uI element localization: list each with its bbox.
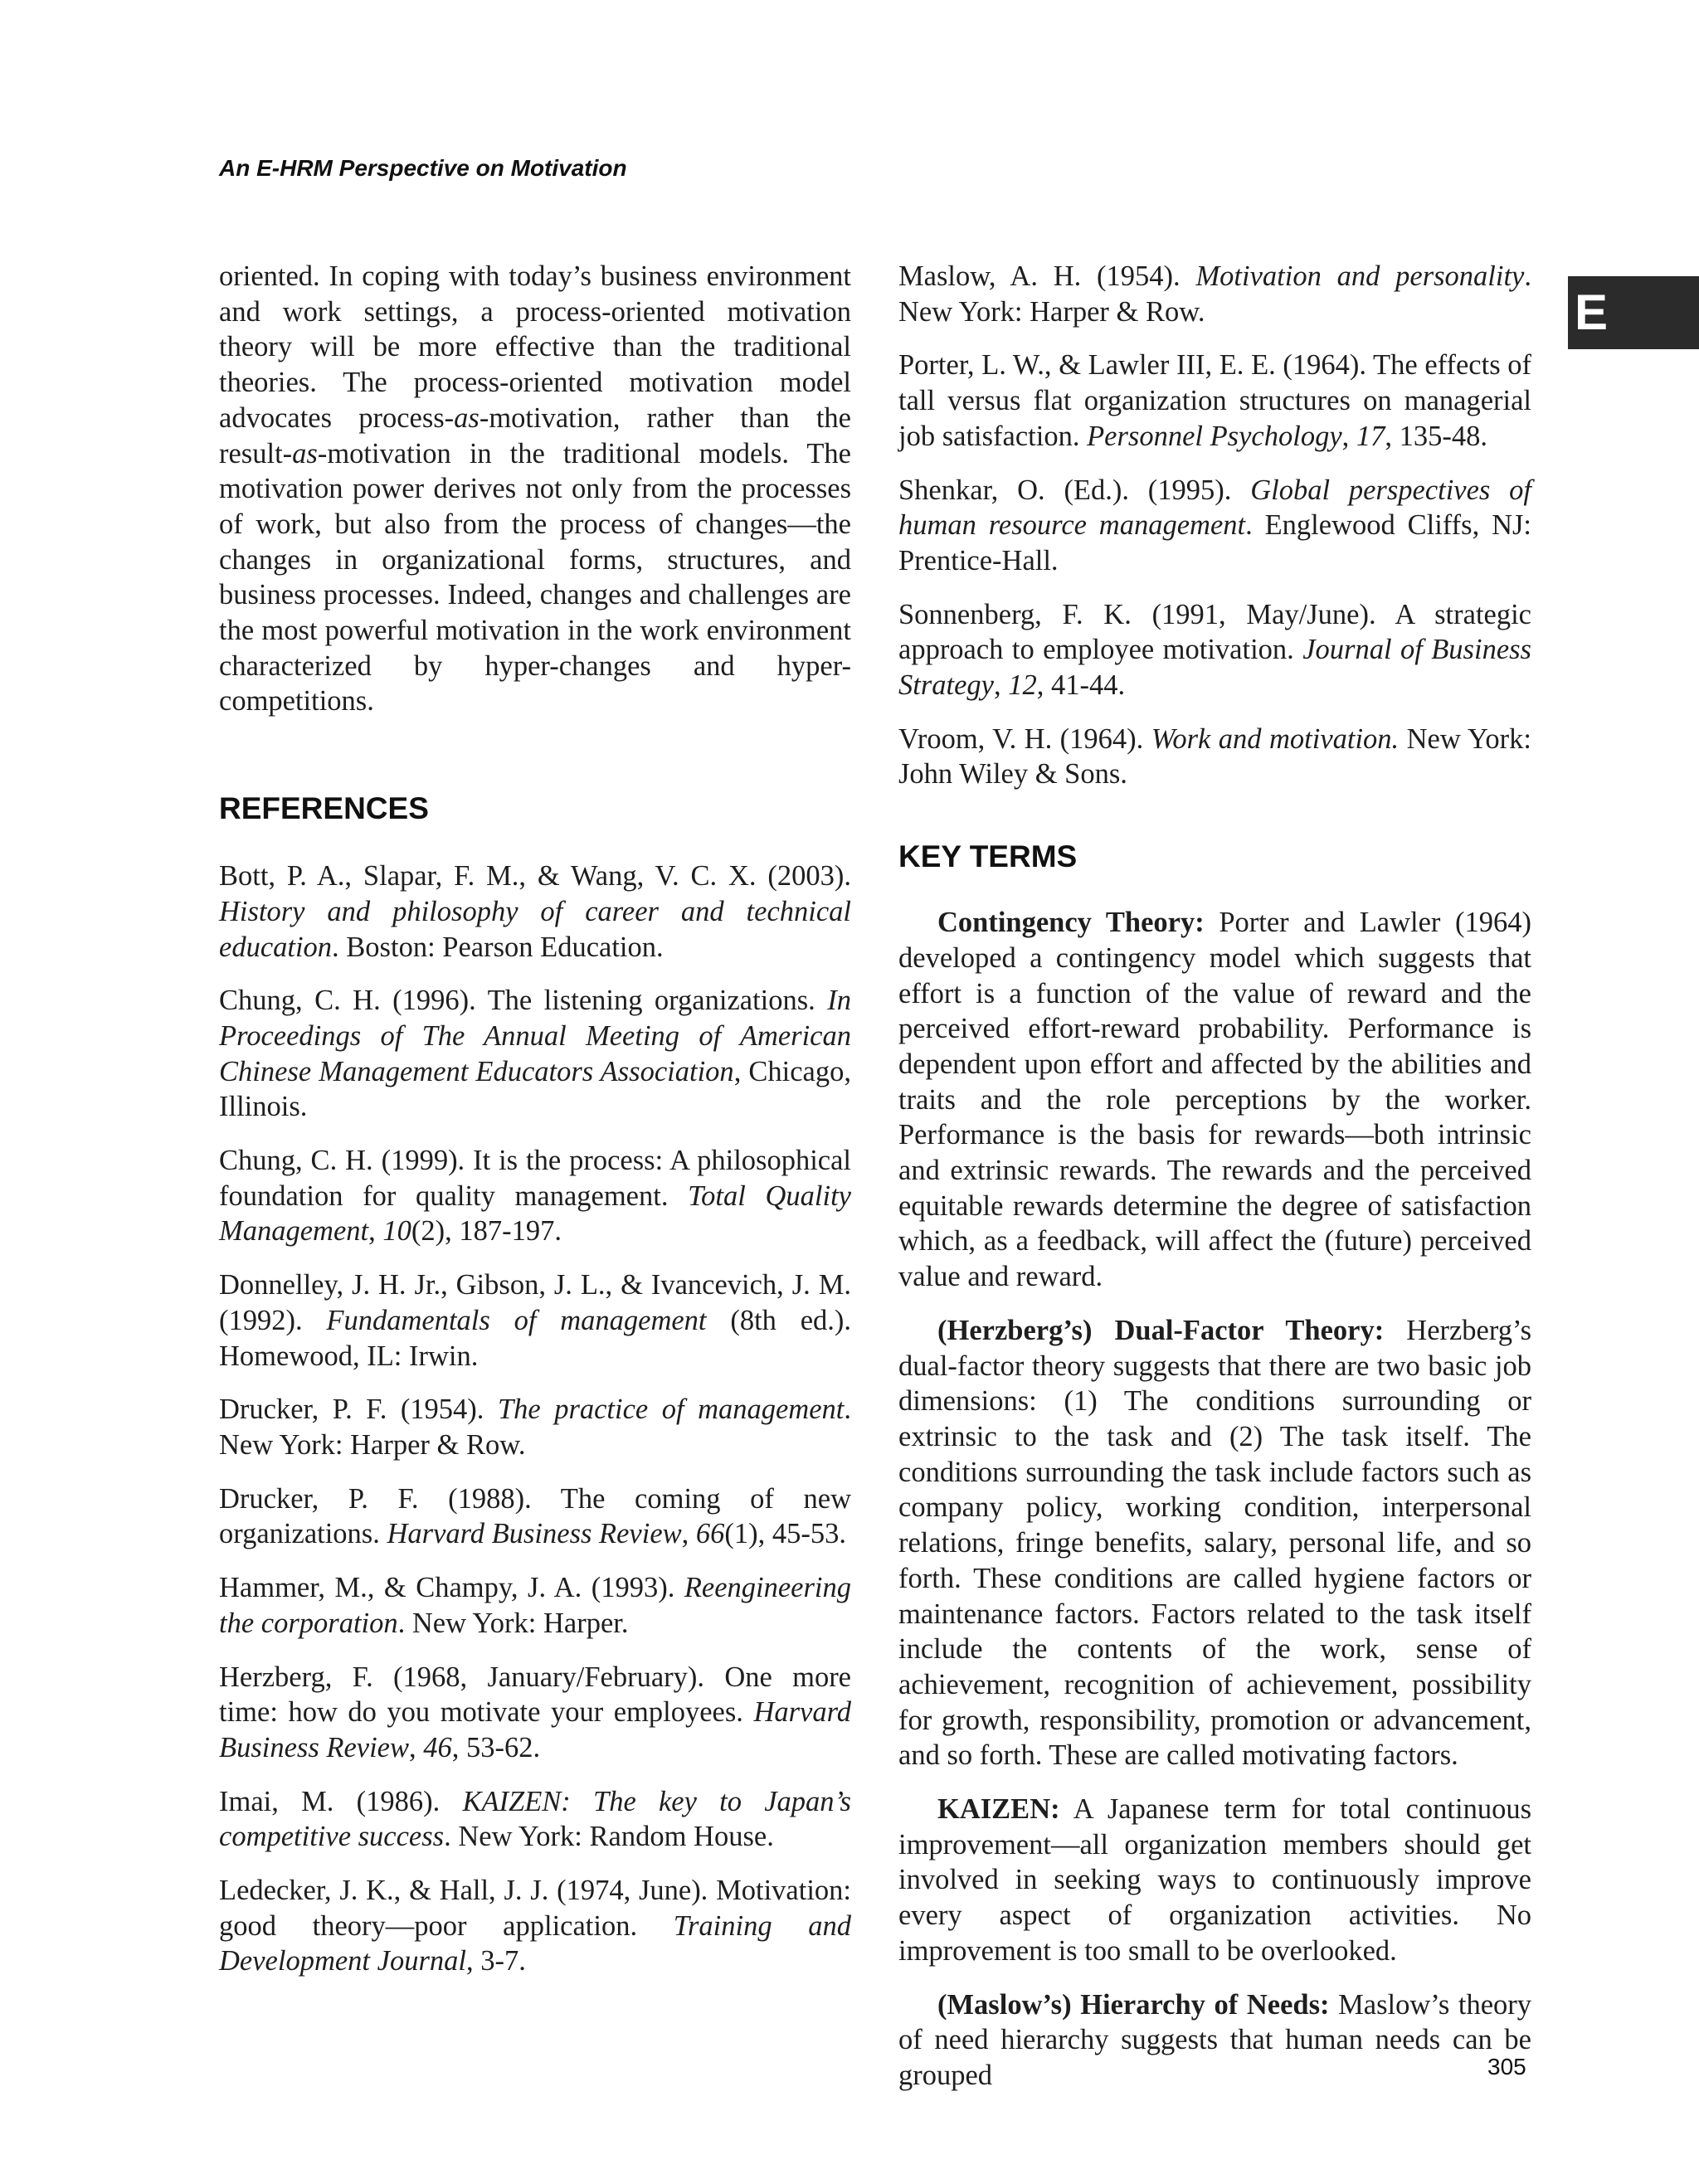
text-run: . Englewood Cliffs, NJ: Prentice-Hall. [898, 509, 1531, 576]
italic-text: as [454, 401, 480, 434]
text-run: , 135-48. [1385, 420, 1488, 452]
text-run: , 3-7. [465, 1945, 526, 1977]
text-run: Imai, M. (1986). [219, 1785, 463, 1817]
text-run: -motivation, rather than the result- [219, 401, 851, 469]
text-run: , 53-62. [451, 1731, 541, 1763]
key-term-entry [898, 905, 1531, 1295]
key-term-entry [898, 1987, 1531, 2094]
italic-text: Motivation and personality [1195, 260, 1525, 292]
key-term-title: (Herzberg’s) Dual-Factor Theory: [937, 1314, 1385, 1346]
italic-text: 10 [382, 1215, 411, 1248]
section-tab [1568, 276, 1699, 349]
reference-entry [898, 348, 1531, 454]
text-run: . Boston: Pearson Education. [332, 931, 664, 963]
italic-text: 17 [1356, 420, 1385, 452]
key-term-title: (Maslow’s) Hierarchy of Needs: [937, 1988, 1330, 2021]
text-run: Sonnenberg, F. K. (1991, May/June). A strategic approach to employee motivation. [898, 598, 1531, 666]
text-run: . New York: Harper. [397, 1607, 629, 1639]
reference-entry [219, 983, 851, 1125]
key-term-title: Contingency Theory: [937, 907, 1205, 939]
italic-text: Training and Development Journal [219, 1909, 851, 1977]
text-run: (8th ed.). Homewood, IL: Irwin. [219, 1304, 851, 1372]
text-run: , [993, 669, 1009, 702]
text-run: , [368, 1215, 383, 1248]
reference-entry [219, 1392, 851, 1462]
key-term-definition: A Japanese term for total continuous improvement—all organization members should get involved in seeking ways to continuously improve every aspect of organization activities. No improvement is too small to be overlooked. [898, 1793, 1531, 1967]
text-run: New York: John Wiley & Sons. [898, 722, 1531, 790]
reference-entry [219, 1570, 851, 1641]
key-term-title: KAIZEN: [937, 1793, 1060, 1826]
text-run: . New York: Random House. [444, 1821, 774, 1853]
key-term-entry [898, 1313, 1531, 1773]
references-list-left [219, 859, 851, 1979]
italic-text: Personnel Psychology [1087, 420, 1342, 452]
text-run: , [1341, 420, 1356, 452]
italic-text: Total Quality Management [219, 1180, 851, 1248]
page-number: 305 [1487, 2054, 1526, 2079]
italic-text: Harvard Business Review [387, 1518, 682, 1550]
italic-text: Global perspectives of human resource management [898, 474, 1531, 542]
reference-entry [898, 597, 1531, 703]
italic-text: History and philosophy of career and technical education [219, 895, 851, 963]
italic-text: KAIZEN: The key to Japan’s competitive success [219, 1785, 851, 1853]
italic-text: 46 [423, 1731, 452, 1763]
italic-text: Journal of Business Strategy [898, 634, 1531, 702]
text-run: Chung, C. H. (1996). The listening organizations. [219, 985, 828, 1017]
italic-text: as [292, 437, 318, 469]
reference-entry [898, 473, 1531, 579]
key-terms-heading: KEY TERMS [898, 839, 1078, 874]
reference-entry [219, 1267, 851, 1374]
text-run: Porter, L. W., & Lawler III, E. E. (1964). The effects of tall versus flat organization structures on managerial job satisfaction. [898, 349, 1531, 452]
text-run: Chung, C. H. (1999). It is the process: A philosophical foundation for quality management. [219, 1145, 851, 1212]
references-heading: REFERENCES [219, 791, 429, 826]
italic-text: The practice of management [497, 1394, 845, 1426]
reference-entry [219, 859, 851, 965]
text-run: Vroom, V. H. (1964). [898, 722, 1151, 755]
text-run: Donnelley, J. H. Jr., Gibson, J. L., & Ivancevich, J. M. (1992). [219, 1269, 851, 1336]
key-term-definition: Porter and Lawler (1964) developed a contingency model which suggests that effort is a function of the value of reward and the perceived effort-reward probability. Performance is dependent upon effort and affected by the abilities and traits and the role perceptions by the worker. Performance is the basis for rewards—both intrinsic and extrinsic rewards. The rewards and the perceived equitable rewards determine the degree of satisfaction which, as a feedback, will affect the (future) perceived value and reward. [898, 907, 1531, 1293]
text-run: oriented. In coping with today’s business environment and work settings, a process-oriented motivation theory will be more effective than the traditional theories. The process-oriented motivation model advocates process- [219, 260, 851, 434]
key-terms-list [898, 905, 1531, 2094]
section-tab-letter: E [1575, 285, 1609, 340]
italic-text: Fundamentals of management [326, 1304, 707, 1336]
reference-entry [219, 1784, 851, 1855]
text-run: (2), 187-197. [411, 1215, 562, 1248]
reference-entry [898, 722, 1531, 792]
text-run: Drucker, P. F. (1988). The coming of new organizations. [219, 1482, 851, 1550]
text-run: Maslow, A. H. (1954). [898, 260, 1196, 292]
key-term-definition: Maslow’s theory of need hierarchy suggests that human needs can be grouped [898, 1988, 1531, 2091]
text-run: , 41-44. [1036, 669, 1126, 702]
text-run: -motivation in the traditional models. The motivation power derives not only from the processes of work, but also from the process of changes—the changes in organizational forms, structures, and business processes. Indeed, changes and challenges are the most powerful motivation in the work environment characterized by hyper-changes and hyper-competitions. [219, 437, 851, 717]
text-run: . New York: Harper & Row. [219, 1394, 851, 1461]
italic-text: Reengineering the corporation [219, 1572, 851, 1639]
text-run: Hammer, M., & Champy, J. A. (1993). [219, 1572, 684, 1604]
running-head: An E-HRM Perspective on Motivation [219, 155, 627, 181]
reference-entry [219, 1481, 851, 1552]
left-column [219, 259, 851, 1997]
text-run: , Chicago, Illinois. [219, 1055, 851, 1123]
text-run: . New York: Harper & Row. [898, 260, 1531, 328]
intro-paragraph [219, 259, 851, 719]
reference-entry [898, 259, 1531, 329]
italic-text: 66 [695, 1518, 725, 1550]
right-column [898, 259, 1531, 2112]
italic-text: 12 [1008, 669, 1037, 702]
reference-entry [219, 1660, 851, 1766]
italic-text: Work and motivation. [1151, 722, 1400, 755]
key-term-definition: Herzberg’s dual-factor theory suggests that there are two basic job dimensions: (1) The conditions surrounding or extrinsic to the task and (2) The task itself. The conditions surrounding the task include factors such as company policy, working condition, interpersonal relations, fringe benefits, salary, personal life, and so forth. These conditions are called hygiene factors or maintenance factors. Factors related to the task itself include the contents of the work, sense of achievement, recognition of achievement, possibility for growth, responsibility, promotion or advancement, and so forth. These are called motivating factors. [898, 1314, 1531, 1772]
reference-entry [219, 1873, 851, 1979]
italic-text: In Proceedings of The Annual Meeting of American Chinese Management Educators Association [219, 985, 851, 1087]
text-run: Drucker, P. F. (1954). [219, 1394, 498, 1426]
text-run: Shenkar, O. (Ed.). (1995). [898, 474, 1251, 506]
text-run: Herzberg, F. (1968, January/February). One more time: how do you motivate your employees. [219, 1661, 851, 1729]
italic-text: Harvard Business Review [219, 1696, 851, 1763]
reference-entry [219, 1143, 851, 1249]
text-run: Ledecker, J. K., & Hall, J. J. (1974, June). Motivation: good theory—poor application. [219, 1875, 851, 1942]
key-term-entry [898, 1792, 1531, 1969]
text-run: (1), 45-53. [724, 1518, 847, 1550]
references-list-right [898, 259, 1531, 792]
text-run: , [681, 1518, 696, 1550]
text-run: Bott, P. A., Slapar, F. M., & Wang, V. C. X. (2003). [219, 860, 851, 893]
text-run: , [408, 1731, 424, 1763]
